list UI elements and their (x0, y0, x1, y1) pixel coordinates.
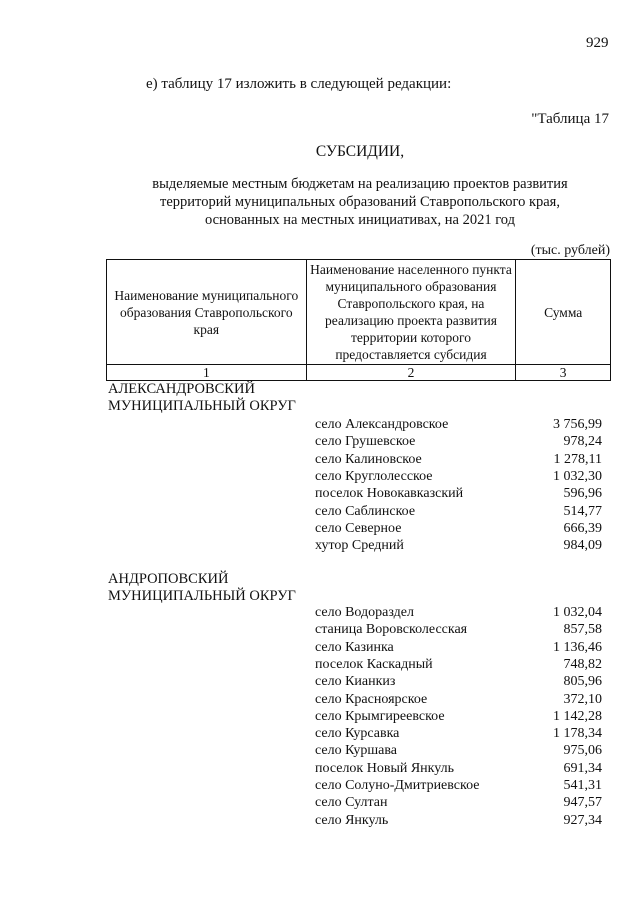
subsidy-amount: 541,31 (563, 778, 602, 793)
table-row (0, 743, 640, 760)
subsidy-amount: 1 136,46 (553, 639, 602, 655)
subsidy-amount: 1 032,30 (553, 468, 602, 484)
intro-text: е) таблицу 17 изложить в следующей редакции: (146, 76, 452, 92)
subtitle-line: территорий муниципальных образований Ставропольского края, (160, 194, 560, 210)
subsidy-amount: 927,34 (563, 812, 602, 828)
subsidy-amount: 596,96 (563, 486, 602, 502)
subtitle-line: основанных на местных инициативах, на 2021 год (204, 212, 515, 228)
table-row (0, 434, 640, 451)
column-number: 3 (516, 365, 611, 381)
table-row (0, 605, 640, 622)
district-name (108, 381, 328, 415)
subsidy-amount: 691,34 (563, 760, 602, 776)
district-name-line: МУНИЦИПАЛЬНЫЙ ОКРУГ (108, 588, 296, 604)
settlement-name: село Крымгиреевское (315, 708, 445, 724)
subsidy-amount: 1 142,28 (553, 708, 602, 724)
settlement-name: село Солуно-Дмитриевское (315, 778, 480, 793)
settlement-name: село Александровское (315, 417, 449, 432)
settlement-name: село Казинка (315, 639, 394, 655)
district-name (108, 571, 328, 605)
subsidy-amount: 3 756,99 (553, 417, 602, 432)
settlement-name: село Водораздел (315, 605, 414, 620)
document-title: СУБСИДИИ, (315, 143, 405, 160)
settlement-name: село Янкуль (315, 812, 389, 828)
subsidy-amount: 666,39 (563, 520, 602, 536)
subsidy-amount: 1 178,34 (553, 726, 602, 742)
header-municipality: Наименование муниципального образования Ставропольского края (107, 260, 307, 365)
table-row (0, 813, 640, 830)
table-row (0, 657, 640, 674)
settlement-name: поселок Новокавказский (315, 486, 464, 502)
subsidy-amount: 805,96 (563, 674, 602, 690)
subtitle-line: выделяемые местным бюджетам на реализацию проектов развития (152, 176, 568, 192)
column-number-row (107, 365, 611, 381)
table-label: "Таблица 17 (531, 111, 609, 127)
settlement-name: село Грушевское (315, 434, 416, 450)
settlement-name: село Красноярское (315, 691, 428, 707)
table-row (0, 709, 640, 726)
subsidy-amount: 748,82 (563, 656, 602, 672)
settlement-name: село Курсавка (315, 726, 400, 742)
units-label: (тыс. рублей) (530, 243, 610, 258)
settlement-name: село Калиновское (315, 451, 422, 467)
column-number: 1 (107, 365, 307, 381)
settlement-name: село Круглолесское (315, 468, 433, 484)
header-row (107, 260, 611, 365)
subsidy-amount: 372,10 (563, 691, 602, 707)
table-row (0, 486, 640, 503)
settlement-name: поселок Каскадный (315, 656, 433, 672)
subsidy-amount: 1 278,11 (553, 451, 602, 467)
district-name-line: АНДРОПОВСКИЙ (108, 571, 229, 587)
column-number: 2 (306, 365, 516, 381)
settlement-name: село Кианкиз (315, 674, 396, 690)
table-row (0, 778, 640, 795)
table-row (0, 622, 640, 639)
table-row (0, 674, 640, 691)
document-subtitle (130, 175, 590, 229)
settlement-name: хутор Средний (315, 538, 404, 554)
table-row (0, 452, 640, 469)
settlement-name: поселок Новый Янкуль (315, 760, 455, 776)
table-row (0, 521, 640, 538)
subsidy-amount: 975,06 (563, 743, 602, 759)
table-row (0, 469, 640, 486)
subsidy-amount: 857,58 (563, 622, 602, 638)
table-row (0, 726, 640, 743)
subsidy-amount: 978,24 (563, 434, 602, 450)
page-number: 929 (586, 35, 609, 51)
table-row (0, 504, 640, 521)
district-name-line: МУНИЦИПАЛЬНЫЙ ОКРУГ (108, 398, 296, 414)
subsidy-amount: 984,09 (563, 538, 602, 554)
district-name-line: АЛЕКСАНДРОВСКИЙ (108, 381, 255, 397)
table-row (0, 795, 640, 812)
table-header (106, 259, 611, 381)
settlement-name: село Саблинское (315, 503, 416, 519)
subsidy-amount: 947,57 (563, 795, 602, 811)
header-settlement: Наименование населенного пункта муниципального образования Ставропольского края, на реализацию проекта развития территории которого предоставляется субсидия (306, 260, 516, 365)
table-row (0, 640, 640, 657)
settlement-name: село Северное (315, 520, 402, 536)
settlement-name: станица Воровсколесская (315, 622, 468, 638)
table-row (0, 761, 640, 778)
table-row (0, 417, 640, 434)
settlement-name: село Султан (315, 795, 388, 811)
subsidy-amount: 1 032,04 (553, 605, 602, 620)
subsidy-amount: 514,77 (563, 503, 602, 519)
table-row (0, 692, 640, 709)
header-amount: Сумма (516, 260, 611, 365)
settlement-name: село Куршава (315, 743, 398, 759)
table-row (0, 538, 640, 555)
